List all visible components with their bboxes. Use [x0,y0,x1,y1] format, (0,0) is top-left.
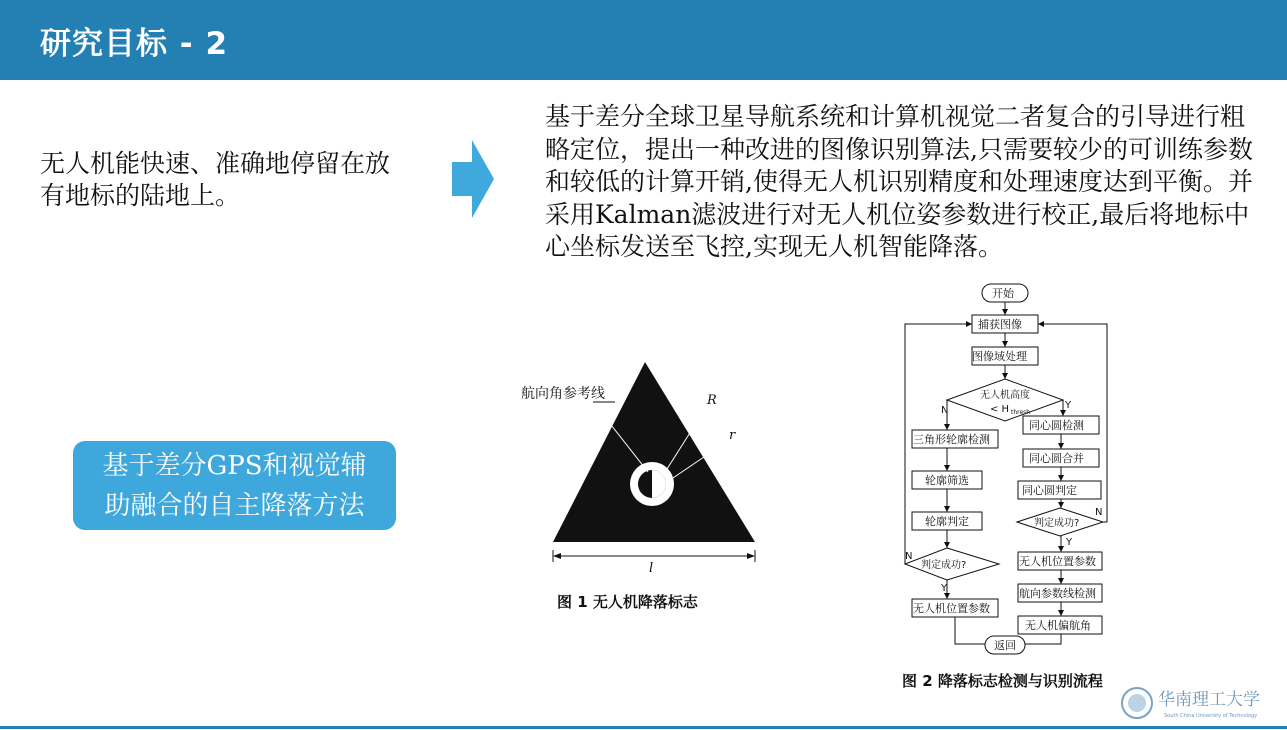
flow-concentric-detect: 同心圆检测 [1029,419,1084,432]
landing-marker-figure [515,352,775,614]
flow-n2: N [905,551,913,562]
flow-tri-detect: 三角形轮廓检测 [913,433,990,446]
flow-n3: N [1095,507,1103,518]
flow-start: 开始 [992,287,1014,300]
flow-success-left: 判定成功? [921,560,967,571]
flow-pos-left: 无人机位置参数 [913,602,990,615]
flow-concentric-merge: 同心圆合并 [1029,452,1084,465]
flow-height-sub: thresh [1011,409,1031,416]
method-description: 基于差分全球卫星导航系统和计算机视觉二者复合的引导进行粗略定位，提出一种改进的图像识别算法,只需要较少的可训练参数和较低的计算开销,使得无人机识别精度和处理速度达到平衡。并采用Kalman滤波进行对无人机位姿参数进行校正,最后将地标中心坐标发送至飞控,实现无人机智能降落。 [545,102,1253,261]
goal-text: 无人机能快速、准确地停留在放有地标的陆地上。 [40,149,391,210]
flow-success-right: 判定成功? [1034,518,1080,529]
flow-capture: 捕获图像 [978,318,1022,331]
flow-n1: N [941,405,949,416]
flow-contour-filter: 轮廓筛选 [925,474,969,487]
flow-height-check-1: 无人机高度 [980,390,1030,401]
right-arrow-icon [452,140,494,218]
flow-concentric-judge: 同心圆判定 [1022,484,1077,497]
flow-return: 返回 [994,639,1016,652]
R-label: R [707,393,717,408]
figure2-caption: 图 2 降落标志检测与识别流程 [902,672,1103,690]
ref-line-label: 航向角参考线 [521,386,605,402]
r-label: r [729,428,736,443]
footer-line [0,726,1287,729]
slide-title: 研究目标 - 2 [40,26,229,62]
flow-domain-proc: 图像域处理 [972,350,1027,363]
detection-flowchart [895,282,1120,692]
logo-name-en: South China University of Technology [1164,713,1258,719]
figure1-caption: 图 1 无人机降落标志 [557,593,698,611]
flow-y3: Y [1066,537,1073,548]
flow-contour-judge: 轮廓判定 [925,515,969,528]
method-label-text: 基于差分GPS和视觉辅助融合的自主降落方法 [102,450,367,521]
flow-yaw: 无人机偏航角 [1025,619,1091,632]
l-label: l [649,561,654,576]
method-label-badge [73,441,396,530]
flow-heading-detect: 航向参数线检测 [1019,587,1096,600]
flow-y2: Y [941,583,948,594]
university-logo [1120,683,1285,723]
flow-y1: Y [1065,400,1072,411]
logo-name-cn: 华南理工大学 [1158,690,1260,710]
header-bar [0,0,1287,80]
flow-height-check-2: < H [990,404,1010,415]
flow-pos-right: 无人机位置参数 [1019,555,1096,568]
